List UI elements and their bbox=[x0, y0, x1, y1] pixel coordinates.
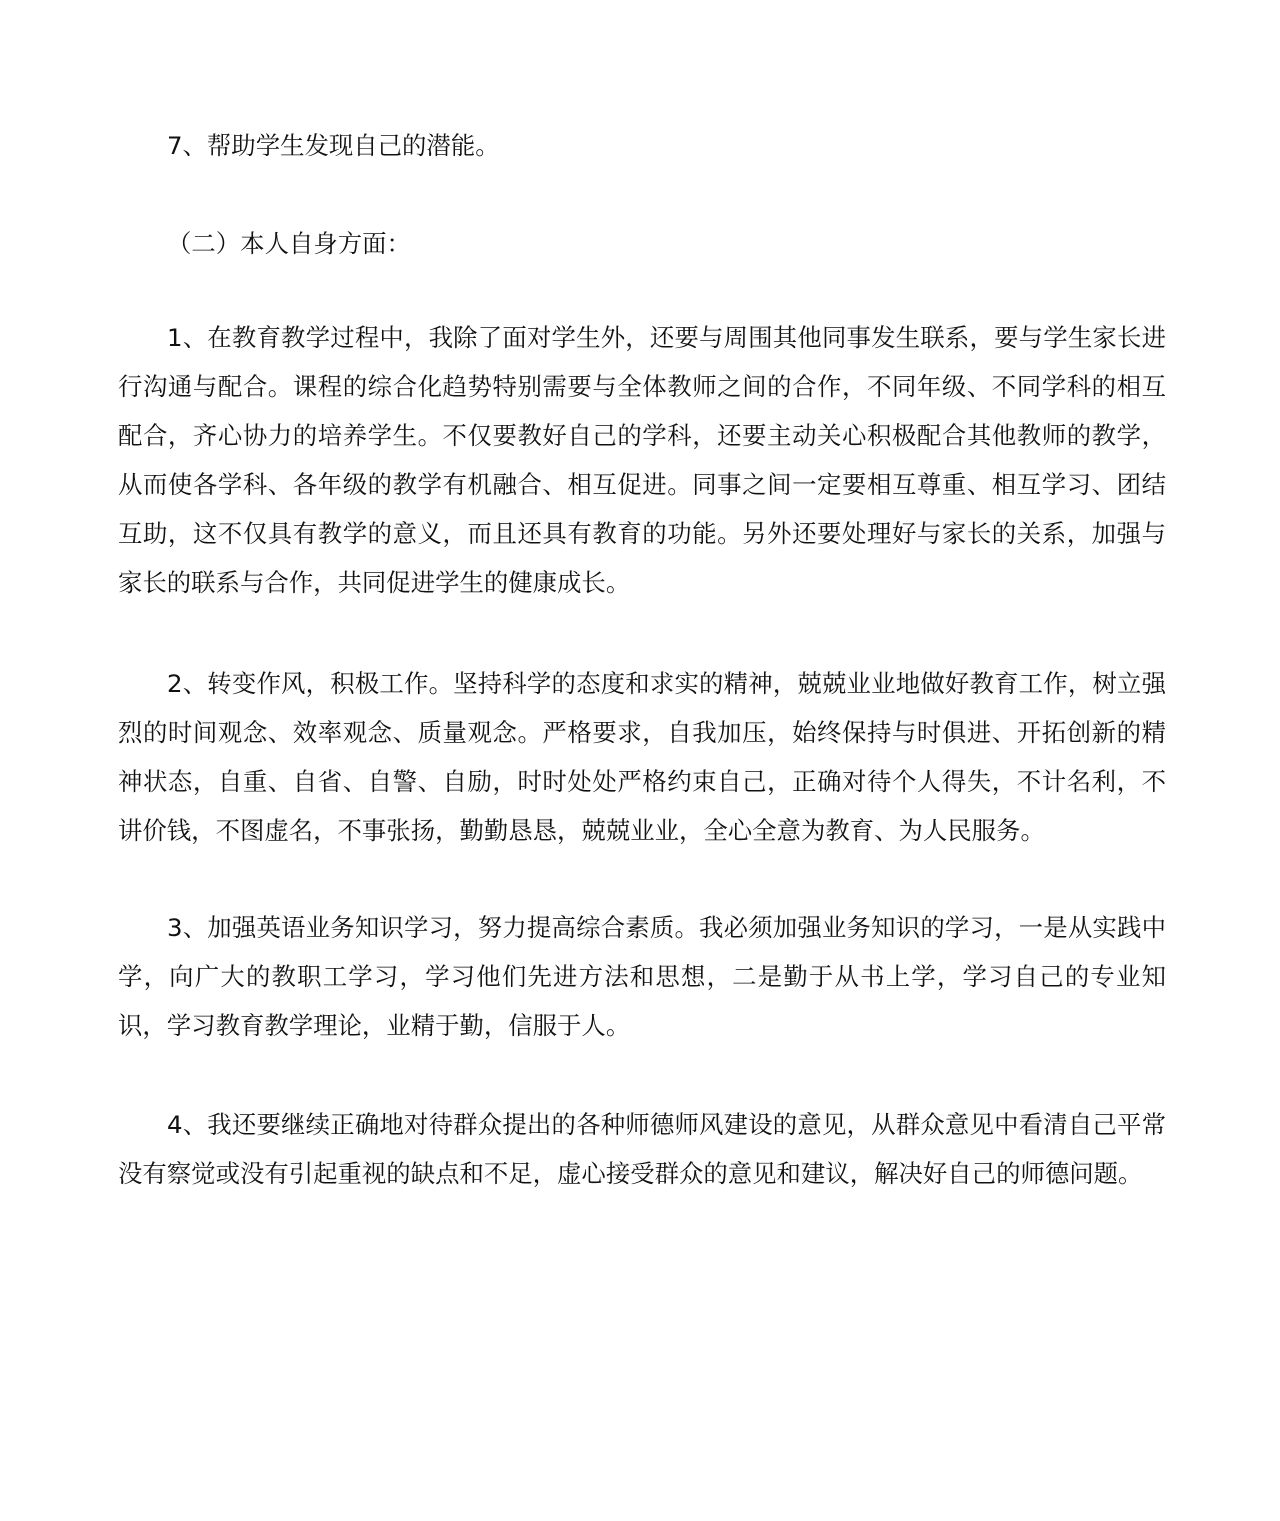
section-heading: （二）本人自身方面： bbox=[167, 229, 411, 258]
paragraph-3: 3、加强英语业务知识学习，努力提高综合素质。我必须加强业务知识的学习，一是从实践中学，向广大的教职工学习，学习他们先进方法和思想，二是勤于从书上学，学习自己的专业知识，学习教育教学理论，业精于勤，信服于人。 bbox=[118, 913, 1166, 1040]
paragraph-1: 1、在教育教学过程中，我除了面对学生外，还要与周围其他同事发生联系，要与学生家长进行沟通与配合。课程的综合化趋势特别需要与全体教师之间的合作，不同年级、不同学科的相互配合，齐心协力的培养学生。不仅要教好自己的学科，还要主动关心积极配合其他教师的教学，从而使各学科、各年级的教学有机融合、相互促进。同事之间一定要相互尊重、相互学习、团结互助，这不仅具有教学的意义，而且还具有教育的功能。另外还要处理好与家长的关系，加强与家长的联系与合作，共同促进学生的健康成长。 bbox=[118, 323, 1166, 597]
paragraph-2: 2、转变作风，积极工作。坚持科学的态度和求实的精神，兢兢业业地做好教育工作，树立强烈的时间观念、效率观念、质量观念。严格要求，自我加压，始终保持与时俱进、开拓创新的精神状态，自重、自省、自警、自励，时时处处严格约束自己，正确对待个人得失，不计名利，不讲价钱，不图虚名，不事张扬，勤勤恳恳，兢兢业业，全心全意为教育、为人民服务。 bbox=[118, 669, 1166, 845]
list-item-7: 7、帮助学生发现自己的潜能。 bbox=[167, 131, 500, 160]
paragraph-4: 4、我还要继续正确地对待群众提出的各种师德师风建设的意见，从群众意见中看清自己平常没有察觉或没有引起重视的缺点和不足，虚心接受群众的意见和建议，解决好自己的师德问题。 bbox=[118, 1110, 1166, 1188]
